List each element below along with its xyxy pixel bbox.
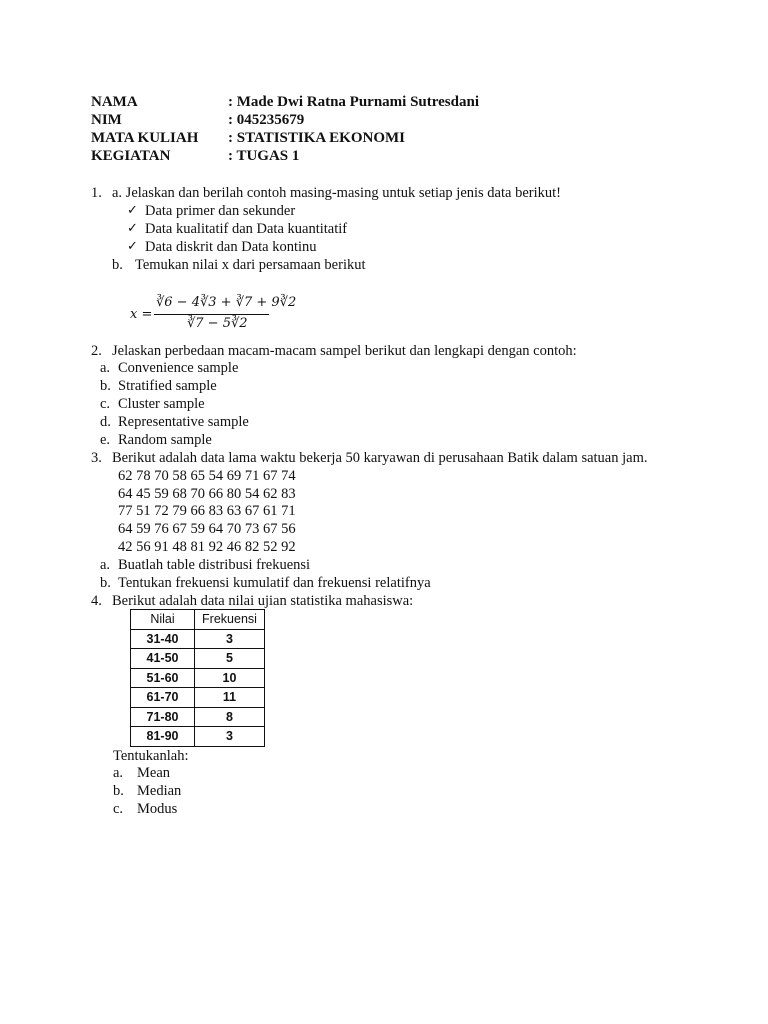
question-4-number: 4. [91, 593, 102, 609]
list-item: Cluster sample [118, 396, 205, 412]
list-item-label: a. [113, 765, 124, 781]
question-2-number: 2. [91, 343, 102, 359]
checkmark-icon: ✓ [127, 239, 138, 254]
table-cell-nilai: 41-50 [131, 649, 195, 669]
table-cell-frekuensi: 5 [195, 649, 265, 669]
table-cell-frekuensi: 11 [195, 688, 265, 708]
list-item: Median [137, 783, 182, 799]
list-item: Tentukan frekuensi kumulatif dan frekuensi relatifnya [118, 575, 431, 591]
table-cell-frekuensi: 3 [195, 727, 265, 747]
data-row: 42 56 91 48 81 92 46 82 52 92 [118, 539, 296, 555]
question-3-text: Berikut adalah data lama waktu bekerja 50 karyawan di perusahaan Batik dalam satuan jam. [112, 450, 648, 466]
question-1-number: 1. [91, 185, 102, 201]
header-value-nama: : Made Dwi Ratna Purnami Sutresdani [228, 94, 479, 110]
check-item-3: Data diskrit dan Data kontinu [145, 239, 317, 255]
list-item: Convenience sample [118, 360, 239, 376]
table-row [131, 707, 265, 727]
list-item-label: a. [100, 557, 111, 573]
list-item: Representative sample [118, 414, 249, 430]
list-item: Stratified sample [118, 378, 217, 394]
table-cell-nilai: 81-90 [131, 727, 195, 747]
table-row [131, 629, 265, 649]
table-cell-frekuensi: 10 [195, 668, 265, 688]
list-item-label: b. [100, 378, 111, 394]
checkmark-icon: ✓ [127, 203, 138, 218]
list-item-label: c. [113, 801, 124, 817]
table-cell-nilai: 51-60 [131, 668, 195, 688]
question-3-number: 3. [91, 450, 102, 466]
question-1b-text: Temukan nilai x dari persamaan berikut [135, 257, 366, 273]
equation-denominator: ∛7 − 5∛2 [187, 316, 248, 331]
header-label-mata-kuliah: MATA KULIAH [91, 130, 199, 146]
table-header-row [131, 610, 265, 630]
table-row [131, 668, 265, 688]
list-item: Modus [137, 801, 178, 817]
list-item: Mean [137, 765, 171, 781]
header-label-nim: NIM [91, 112, 122, 128]
list-item-label: a. [100, 360, 111, 376]
header-label-kegiatan: KEGIATAN [91, 148, 171, 164]
check-item-2: Data kualitatif dan Data kuantitatif [145, 221, 348, 237]
question-4-instruction: Tentukanlah: [113, 748, 189, 764]
table-cell-nilai: 61-70 [131, 688, 195, 708]
data-row: 77 51 72 79 66 83 63 67 61 71 [118, 503, 296, 519]
question-2-text: Jelaskan perbedaan macam-macam sampel berikut dan lengkapi dengan contoh: [112, 343, 577, 359]
checkmark-icon: ✓ [127, 221, 138, 236]
table-row [131, 727, 265, 747]
header-label-nama: NAMA [91, 94, 138, 110]
table-row [131, 688, 265, 708]
list-item: Random sample [118, 432, 212, 448]
table-header-frekuensi: Frekuensi [195, 610, 265, 630]
check-item-1: Data primer dan sekunder [145, 203, 296, 219]
table-cell-frekuensi: 3 [195, 629, 265, 649]
list-item: Buatlah table distribusi frekuensi [118, 557, 311, 573]
table-cell-frekuensi: 8 [195, 707, 265, 727]
list-item-label: e. [100, 432, 111, 448]
list-item-label: b. [113, 783, 124, 799]
equation-lhs: x = [130, 307, 153, 322]
header-value-nim: : 045235679 [228, 112, 305, 128]
data-row: 64 59 76 67 59 64 70 73 67 56 [118, 521, 296, 537]
question-1a-text: a. Jelaskan dan berilah contoh masing-masing untuk setiap jenis data berikut! [112, 185, 561, 201]
table-cell-nilai: 71-80 [131, 707, 195, 727]
question-4-text: Berikut adalah data nilai ujian statistika mahasiswa: [112, 593, 414, 609]
question-1b-label: b. [112, 257, 123, 273]
list-item-label: c. [100, 396, 111, 412]
data-row: 62 78 70 58 65 54 69 71 67 74 [118, 468, 296, 484]
equation-numerator: ∛6 − 4∛3 + ∛7 + 9∛2 [156, 295, 297, 310]
header-value-mata-kuliah: : STATISTIKA EKONOMI [228, 130, 405, 146]
list-item-label: d. [100, 414, 111, 430]
list-item-label: b. [100, 575, 111, 591]
fraction-bar [154, 314, 269, 315]
table-header-nilai: Nilai [131, 610, 195, 630]
table-cell-nilai: 31-40 [131, 629, 195, 649]
frequency-table [130, 609, 265, 747]
table-row [131, 649, 265, 669]
header-value-kegiatan: : TUGAS 1 [228, 148, 300, 164]
data-row: 64 45 59 68 70 66 80 54 62 83 [118, 486, 296, 502]
